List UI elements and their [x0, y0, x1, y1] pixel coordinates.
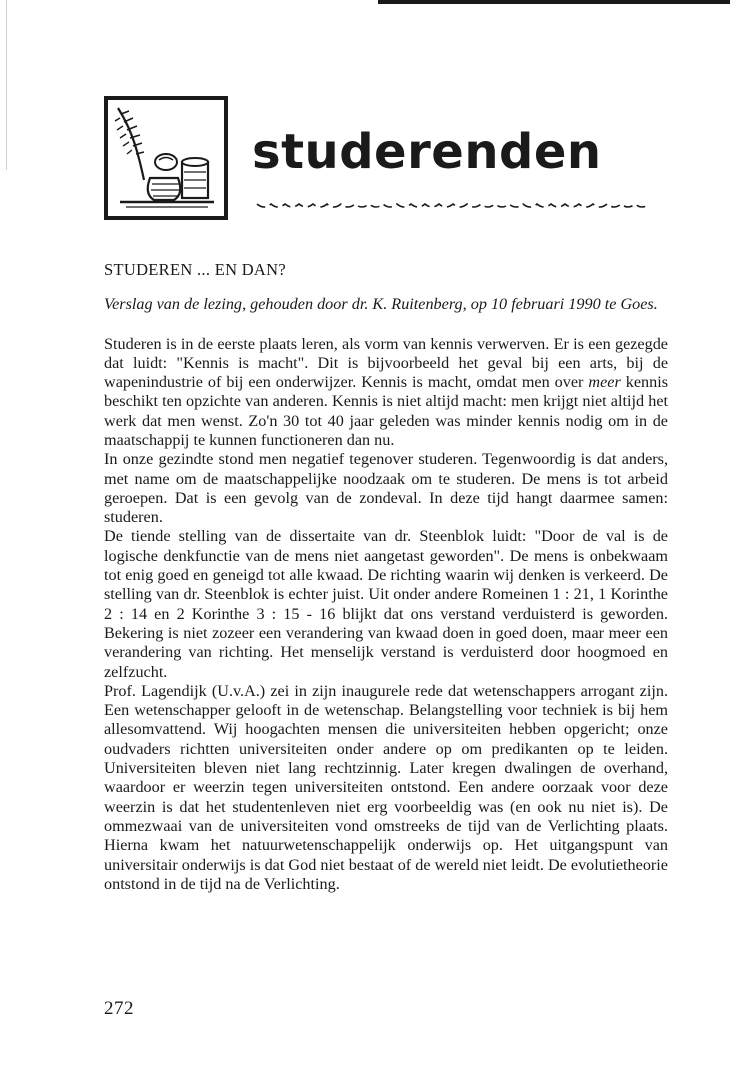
heading-wave-rule	[255, 201, 661, 213]
emphasized-word: meer	[588, 373, 621, 392]
article-subtitle: Verslag van de lezing, gehouden door dr. K. Ruitenberg, op 10 februari 1990 te Goes.	[104, 295, 658, 313]
article-title: STUDEREN ... EN DAN?	[104, 260, 286, 279]
left-edge-rule	[6, 0, 7, 170]
paragraph: In onze gezindte stond men negatief tegenover studeren. Tegenwoordig is dat anders, met name om de maatschappelijke noodzaak om te studeren. De mens is tot arbeid geroepen. Dat is een gevolg van de zondeval. In deze tijd hangt daarmee samen: studeren.	[104, 450, 668, 527]
paragraph-text: Studeren is in de eerste plaats leren, als vorm van kennis verwerven. Er is een gezegde dat luidt: "Kennis is macht". Dit is bijvoorbeeld het geval bij een arts, bij de wapenindustrie of bij een onderwijzer. Kennis is macht, omdat men over	[104, 334, 668, 392]
paragraph: Prof. Lagendijk (U.v.A.) zei in zijn inaugurele rede dat wetenschappers arrogant zijn. Een wetenschapper gelooft in de wetenschap. Belangstelling voor techniek is bij hem allesomvattend. Wij hoogachten mensen die universiteiten hebben opgericht; onze oudvaders richtten universiteiten onder andere op om predikanten op te leiden. Universiteiten bleven niet lang rechtzinnig. Later kregen dwalingen de overhand, waardoor er weerzin tegen universiteiten ontstond. Een andere oorzaak voor deze weerzin is dat het studentenleven niet erg voorbeeldig was (en ook nu niet is). De ommezwaai van de universiteiten vond omstreeks de tijd van de Verlichting plaats. Hierna kwam het natuurwetenschappelijk onderwijs op. Het uitgangspunt van universitair onderwijs is dat God niet bestaat of de wereld niet leidt. De evolutietheorie ontstond in de tijd na de Verlichting.	[104, 681, 668, 893]
inkwell-quill-icon	[108, 100, 224, 216]
section-emblem	[104, 96, 228, 220]
top-edge-rule	[378, 0, 730, 4]
paragraph-text: kennis beschikt ten opzichte van anderen. Kennis is niet altijd macht: men krijgt niet altijd het werk dat men wenst. Zo'n 30 tot 40 jaar geleden was minder kennis nodig om in de maatschappij te kunnen functioneren dan nu.	[104, 373, 668, 449]
article	[104, 260, 668, 894]
paragraph	[104, 335, 668, 451]
paragraph: De tiende stelling van de dissertaite van dr. Steenblok luidt: "Door de val is de logische denkfunctie van de mens niet aangetast geworden". De mens is onbekwaam tot enig goed en geneigd tot alle kwaad. De richting waarin wij denken is verkeerd. De stelling van dr. Steenblok is echter juist. Uit onder andere Romeinen 1 : 21, 1 Korinthe 2 : 14 en 2 Korinthe 3 : 15 - 16 blijkt dat ons verstand verduisterd is geworden. Bekering is niet zozeer een verandering van kwaad doen in goed doen, maar meer een verandering van richting. Het menselijk verstand is verduisterd door hoogmoed en zelfzucht.	[104, 527, 668, 681]
section-heading: studerenden	[252, 124, 602, 180]
page-number: 272	[104, 998, 134, 1019]
